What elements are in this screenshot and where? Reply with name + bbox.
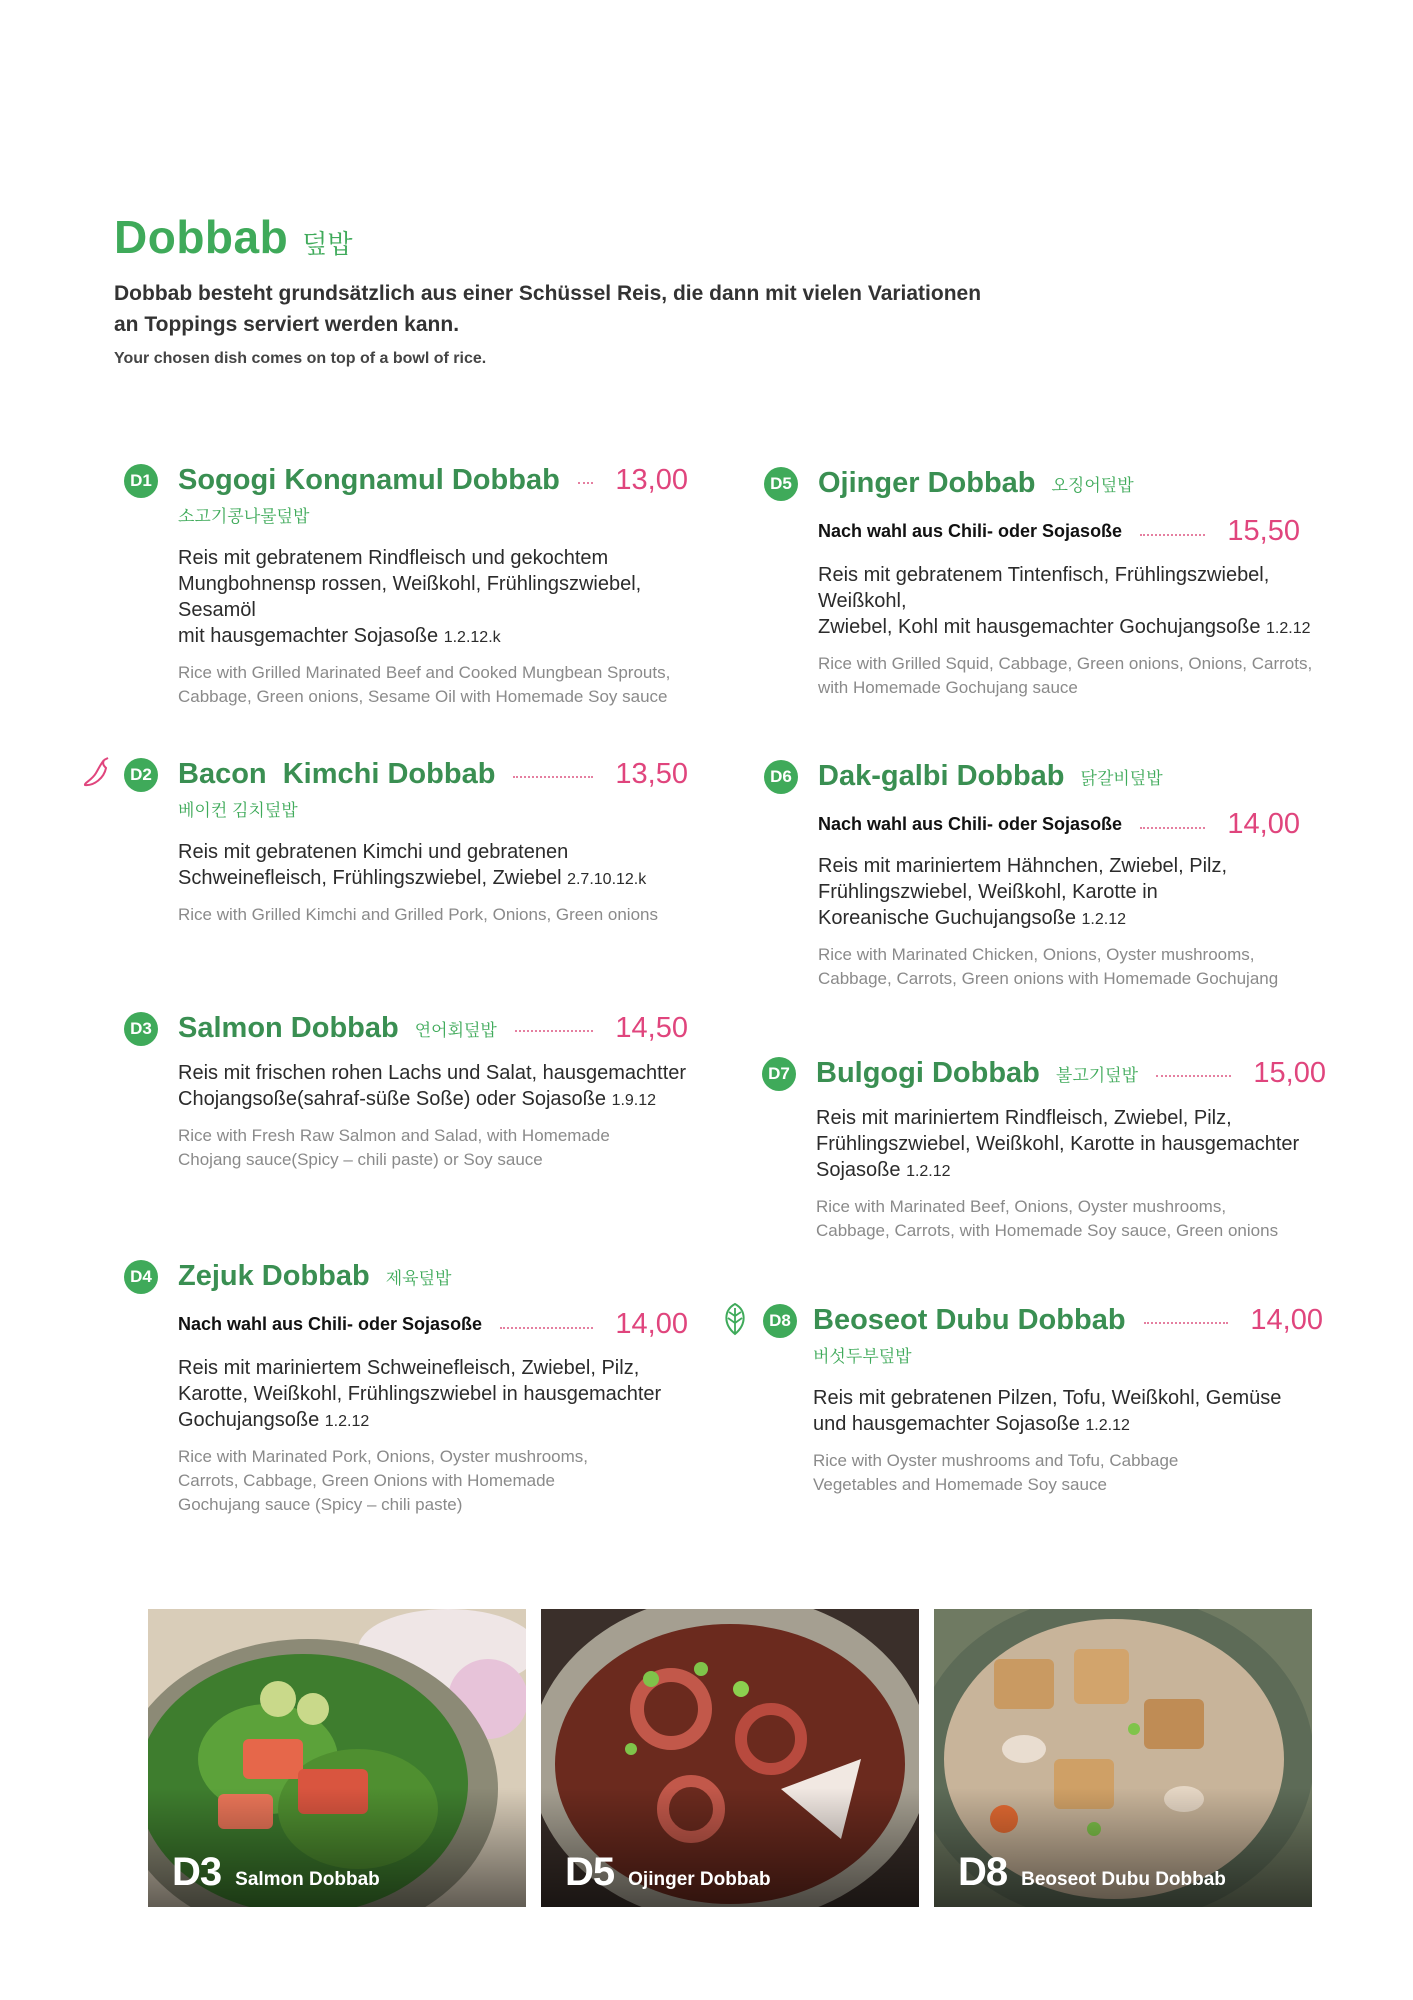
description-line: Rice with Grilled Kimchi and Grilled Pork, Onions, Green onions bbox=[178, 905, 658, 924]
section-title-korean: 덮밥 bbox=[302, 229, 353, 259]
leader-dots bbox=[1140, 534, 1205, 536]
allergen-codes: 1.2.12 bbox=[1266, 620, 1311, 637]
allergen-codes: 1.2.12 bbox=[324, 1413, 370, 1430]
description-line bbox=[178, 1407, 688, 1435]
item-description-english bbox=[178, 903, 688, 927]
description-line: with Homemade Gochujang sauce bbox=[818, 678, 1078, 697]
description-line: Rice with Marinated Beef, Onions, Oyster mushrooms, bbox=[816, 1197, 1227, 1216]
menu-item-d1 bbox=[130, 460, 688, 709]
description-text: Gochujangsoße bbox=[178, 1409, 320, 1431]
description-line: Carrots, Cabbage, Green Onions with Homemade bbox=[178, 1471, 556, 1490]
item-name: Zejuk Dobbab bbox=[178, 1259, 370, 1292]
sauce-option: Nach wahl aus Chili- oder Sojasoße bbox=[178, 1314, 483, 1334]
item-name: Ojinger Dobbab bbox=[818, 466, 1036, 499]
photo-code: D5 bbox=[565, 1850, 615, 1894]
photo-salmon-dobbab bbox=[148, 1609, 526, 1907]
intro-german-line: an Toppings serviert werden kann. bbox=[114, 313, 460, 336]
chili-pepper-icon bbox=[80, 756, 114, 790]
item-description-english bbox=[178, 1445, 688, 1517]
description-line: Reis mit mariniertem Hähnchen, Zwiebel, Pilz, bbox=[818, 855, 1228, 877]
item-code-badge: D8 bbox=[763, 1304, 797, 1338]
description-text: Zwiebel, Kohl mit hausgemachter Gochujangsoße bbox=[818, 616, 1261, 638]
menu-item-d8 bbox=[769, 1300, 1323, 1497]
description-line: Rice with Fresh Raw Salmon and Salad, with Homemade bbox=[178, 1126, 610, 1145]
item-description-german bbox=[178, 545, 688, 651]
allergen-codes: 1.2.12.k bbox=[443, 629, 501, 646]
photo-code: D8 bbox=[958, 1850, 1008, 1894]
description-line: Reis mit frischen rohen Lachs und Salat, hausgemachtter bbox=[178, 1062, 687, 1084]
description-line: Rice with Marinated Chicken, Onions, Oyster mushrooms, bbox=[818, 945, 1255, 964]
description-text: Sojasoße bbox=[816, 1159, 901, 1181]
description-line: Rice with Grilled Marinated Beef and Cooked Mungbean Sprouts, bbox=[178, 663, 671, 682]
item-price: 13,00 bbox=[615, 463, 688, 496]
description-line: Vegetables and Homemade Soy sauce bbox=[813, 1475, 1107, 1494]
sauce-option: Nach wahl aus Chili- oder Sojasoße bbox=[818, 521, 1123, 541]
item-code-badge: D4 bbox=[124, 1260, 158, 1294]
item-price: 14,00 bbox=[1250, 1303, 1323, 1336]
item-code-badge: D3 bbox=[124, 1012, 158, 1046]
leader-dots bbox=[513, 776, 593, 778]
description-line bbox=[818, 614, 1358, 642]
section-title: Dobbab bbox=[114, 211, 289, 263]
description-line: Reis mit mariniertem Schweinefleisch, Zwiebel, Pilz, bbox=[178, 1357, 640, 1379]
description-line: Reis mit gebratenen Kimchi und gebratenen bbox=[178, 841, 569, 863]
description-line: Cabbage, Carrots, with Homemade Soy sauce, Green onions bbox=[816, 1221, 1279, 1240]
item-description-english bbox=[178, 661, 688, 709]
menu-header bbox=[114, 210, 1014, 368]
photo-caption bbox=[958, 1850, 1226, 1895]
item-name: Beoseot Dubu Dobbab bbox=[813, 1303, 1126, 1336]
description-line: Gochujang sauce (Spicy – chili paste) bbox=[178, 1495, 463, 1514]
item-korean-name: 소고기콩나물덮밥 bbox=[178, 507, 310, 526]
description-line: Reis mit gebratenen Pilzen, Tofu, Weißkohl, Gemüse bbox=[813, 1387, 1282, 1409]
intro-german bbox=[114, 278, 1014, 340]
description-text: mit hausgemachter Sojasoße bbox=[178, 625, 439, 647]
description-line: Rice with Oyster mushrooms and Tofu, Cabbage bbox=[813, 1451, 1179, 1470]
description-text: Chojangsoße(sahraf-süße Soße) oder Sojasoße bbox=[178, 1088, 606, 1110]
item-code-badge: D5 bbox=[764, 467, 798, 501]
description-line: Reis mit mariniertem Rindfleisch, Zwiebel, Pilz, bbox=[816, 1107, 1232, 1129]
description-text: und hausgemachter Sojasoße bbox=[813, 1413, 1080, 1435]
description-line bbox=[178, 623, 688, 651]
menu-item-d5 bbox=[770, 463, 1358, 700]
item-description-german bbox=[178, 839, 688, 893]
item-description-english bbox=[818, 943, 1328, 991]
leader-dots bbox=[500, 1327, 593, 1329]
description-line: Reis mit gebratenem Tintenfisch, Frühlingszwiebel, Weißkohl, bbox=[818, 564, 1270, 612]
description-line: Rice with Grilled Squid, Cabbage, Green onions, Onions, Carrots, bbox=[818, 654, 1313, 673]
item-korean-name: 닭갈비덮밥 bbox=[1080, 768, 1163, 788]
menu-item-d2 bbox=[130, 754, 688, 927]
intro-english: Your chosen dish comes on top of a bowl of rice. bbox=[114, 350, 487, 367]
item-price: 14,00 bbox=[1227, 808, 1300, 840]
item-code-badge: D2 bbox=[124, 758, 158, 792]
allergen-codes: 1.2.12 bbox=[1085, 1417, 1130, 1434]
description-line: Chojang sauce(Spicy – chili paste) or Soy sauce bbox=[178, 1150, 543, 1169]
allergen-codes: 1.2.12 bbox=[1081, 911, 1126, 928]
photo-caption bbox=[172, 1850, 380, 1895]
description-text: Koreanische Guchujangsoße bbox=[818, 907, 1076, 929]
item-name: Bacon Kimchi Dobbab bbox=[178, 757, 496, 790]
item-description-english bbox=[816, 1195, 1326, 1243]
description-line bbox=[818, 905, 1328, 933]
item-price: 13,50 bbox=[615, 757, 688, 790]
item-description-german bbox=[178, 1355, 688, 1435]
description-line bbox=[178, 865, 688, 893]
description-line: Frühlingszwiebel, Weißkohl, Karotte in bbox=[818, 881, 1158, 903]
description-line bbox=[816, 1157, 1326, 1185]
photo-beoseot-dubu-dobbab bbox=[934, 1609, 1312, 1907]
item-price: 14,00 bbox=[615, 1308, 688, 1340]
item-korean-name: 제육덮밥 bbox=[385, 1268, 452, 1288]
menu-item-d3 bbox=[130, 1008, 688, 1172]
item-description-english bbox=[813, 1449, 1323, 1497]
item-name: Bulgogi Dobbab bbox=[816, 1056, 1040, 1089]
item-description-english bbox=[818, 652, 1358, 700]
item-korean-name: 베이컨 김치덮밥 bbox=[178, 801, 298, 820]
allergen-codes: 2.7.10.12.k bbox=[567, 871, 647, 888]
item-description-german bbox=[818, 853, 1328, 933]
allergen-codes: 1.2.12 bbox=[906, 1163, 951, 1180]
photo-code: D3 bbox=[172, 1850, 222, 1894]
item-description-german bbox=[813, 1385, 1323, 1439]
leader-dots bbox=[1140, 827, 1205, 829]
item-korean-name: 오징어덮밥 bbox=[1051, 475, 1134, 495]
allergen-codes: 1.9.12 bbox=[611, 1092, 657, 1109]
leader-dots bbox=[515, 1030, 594, 1032]
item-korean-name: 연어회덮밥 bbox=[414, 1020, 497, 1040]
item-code-badge: D7 bbox=[762, 1057, 796, 1091]
description-line: Mungbohnensp rossen, Weißkohl, Frühlingszwiebel, Sesamöl bbox=[178, 573, 642, 621]
intro-german-line: Dobbab besteht grundsätzlich aus einer Schüssel Reis, die dann mit vielen Variationen bbox=[114, 282, 982, 305]
description-line bbox=[178, 1086, 688, 1114]
description-line: Karotte, Weißkohl, Frühlingszwiebel in hausgemachter bbox=[178, 1383, 662, 1405]
description-line: Rice with Marinated Pork, Onions, Oyster mushrooms, bbox=[178, 1447, 589, 1466]
photo-dish-name: Salmon Dobbab bbox=[235, 1869, 380, 1890]
item-price: 14,50 bbox=[615, 1011, 688, 1044]
description-line: Cabbage, Green onions, Sesame Oil with Homemade Soy sauce bbox=[178, 687, 668, 706]
description-line: Reis mit gebratenem Rindfleisch und gekochtem bbox=[178, 547, 609, 569]
photo-ojinger-dobbab bbox=[541, 1609, 919, 1907]
item-description-english bbox=[178, 1124, 688, 1172]
item-korean-name: 버섯두부덮밥 bbox=[813, 1347, 912, 1366]
menu-item-d4 bbox=[130, 1256, 688, 1517]
description-text: Schweinefleisch, Frühlingszwiebel, Zwiebel bbox=[178, 867, 562, 889]
description-line bbox=[813, 1411, 1323, 1439]
item-name: Salmon Dobbab bbox=[178, 1011, 399, 1044]
menu-item-d6 bbox=[770, 756, 1328, 991]
menu-item-d7 bbox=[768, 1053, 1326, 1243]
leader-dots bbox=[1144, 1322, 1229, 1324]
item-code-badge: D1 bbox=[124, 464, 158, 498]
section-title-row bbox=[114, 210, 1014, 264]
item-name: Sogogi Kongnamul Dobbab bbox=[178, 463, 560, 496]
item-name: Dak-galbi Dobbab bbox=[818, 759, 1065, 792]
item-code-badge: D6 bbox=[764, 760, 798, 794]
item-price: 15,00 bbox=[1253, 1056, 1326, 1089]
item-description-german bbox=[816, 1105, 1326, 1185]
leader-dots bbox=[578, 482, 594, 484]
item-price: 15,50 bbox=[1227, 515, 1300, 547]
leaf-icon bbox=[720, 1302, 750, 1336]
leader-dots bbox=[1156, 1075, 1231, 1077]
item-korean-name: 불고기덮밥 bbox=[1055, 1065, 1139, 1085]
photo-caption bbox=[565, 1850, 771, 1895]
item-description-german bbox=[818, 562, 1358, 642]
sauce-option: Nach wahl aus Chili- oder Sojasoße bbox=[818, 814, 1123, 834]
photo-dish-name: Beoseot Dubu Dobbab bbox=[1021, 1869, 1226, 1890]
photo-dish-name: Ojinger Dobbab bbox=[628, 1869, 771, 1890]
description-line: Cabbage, Carrots, Green onions with Homemade Gochujang bbox=[818, 969, 1279, 988]
description-line: Frühlingszwiebel, Weißkohl, Karotte in hausgemachter bbox=[816, 1133, 1300, 1155]
item-description-german bbox=[178, 1060, 688, 1114]
